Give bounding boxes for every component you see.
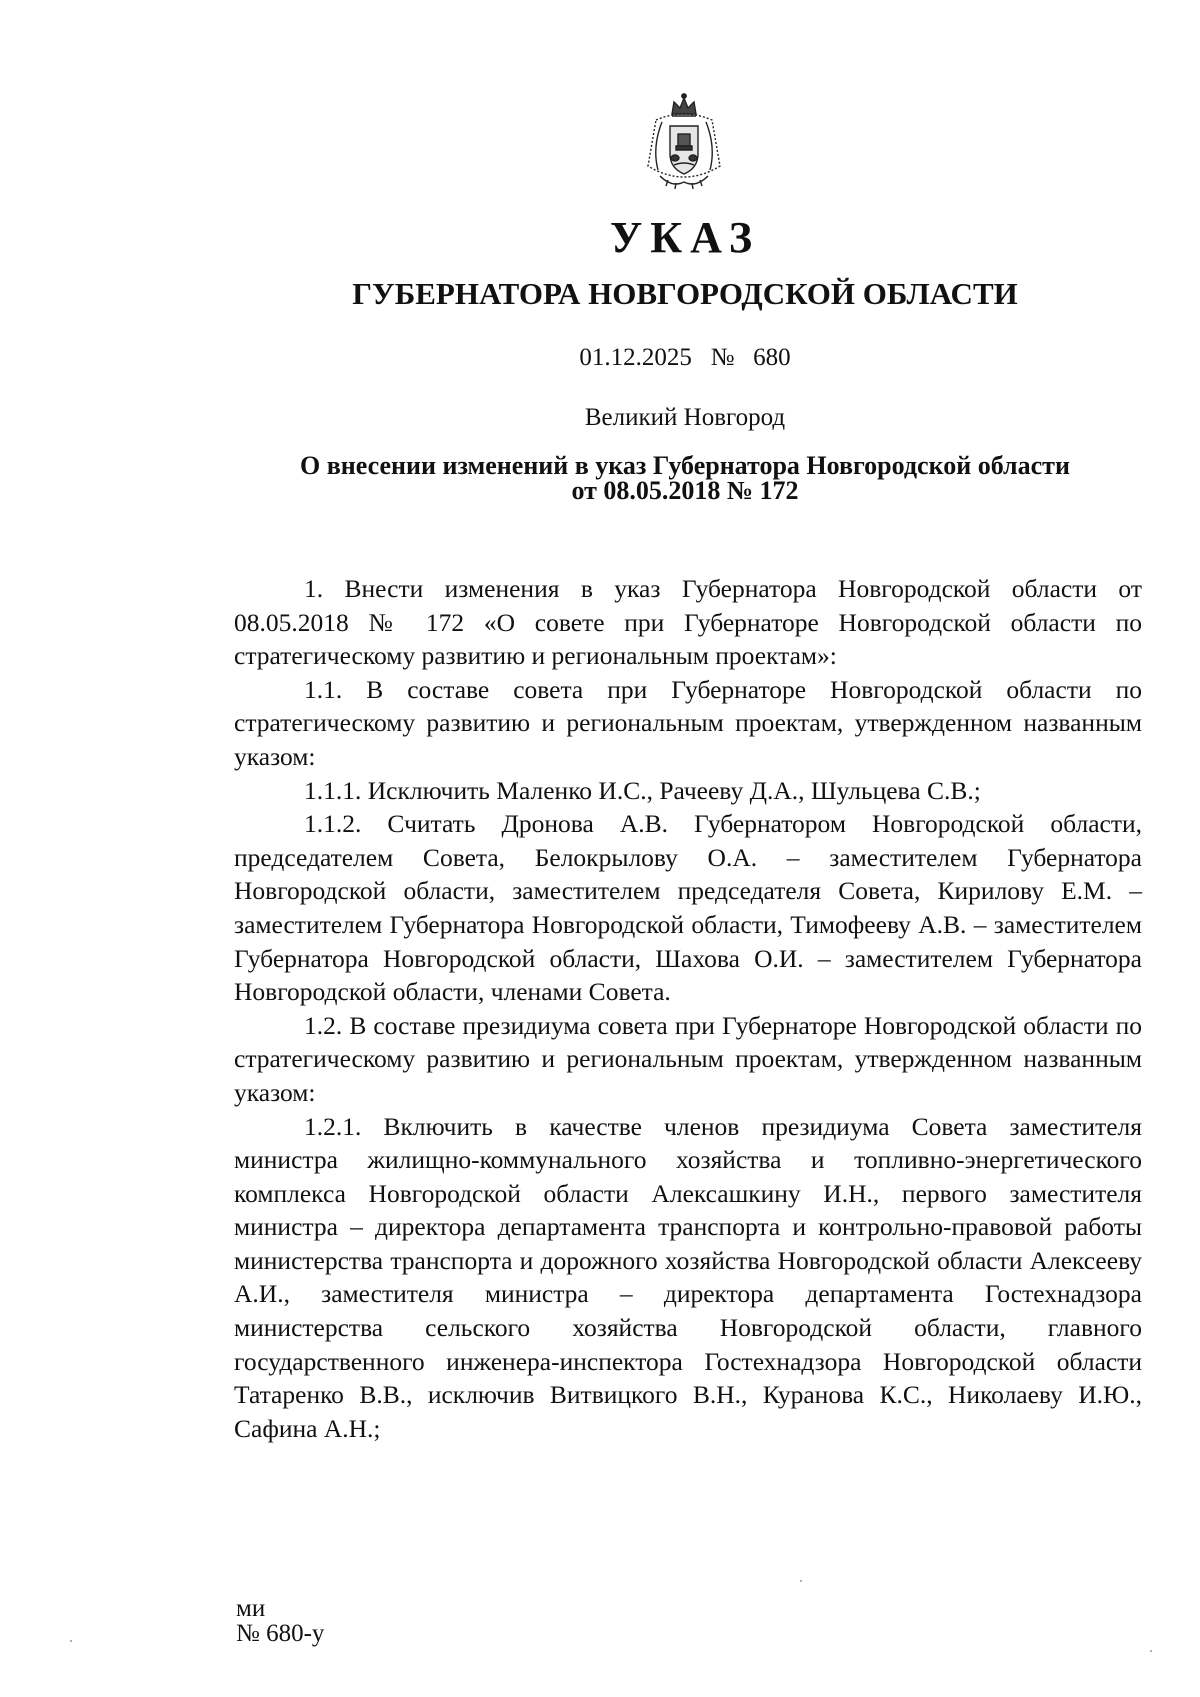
document-city: Великий Новгород	[584, 404, 786, 431]
document-footer	[236, 1596, 324, 1646]
scan-speck	[70, 1640, 72, 1642]
footer-initials: ми	[236, 1595, 266, 1622]
number-sign: №	[710, 344, 735, 371]
document-date-number	[0, 344, 1200, 372]
paragraph-1-1-1: 1.1.1. Исключить Маленко И.С., Рачееву Д.А., Шульцева С.В.;	[304, 775, 981, 805]
scan-speck	[1150, 1650, 1152, 1652]
document-date: 01.12.2025	[579, 344, 692, 371]
document-issuer: ГУБЕРНАТОРА НОВГОРОДСКОЙ ОБЛАСТИ	[352, 276, 1018, 311]
document-title: УКАЗ	[609, 213, 761, 262]
document-number: 680	[753, 344, 791, 371]
paragraph-1-1-2: 1.1.2. Считать Дронова А.В. Губернатором Новгородской области, председателем Совета, Белокрылову О.А. – заместителем Губернатора Новгородской области, заместителем председателя Совета, Кирилову Е.М. – заместителем Губернатора Новгородской области, Тимофееву А.В. – заместителем Губернатора Новгородской области, Шахова О.И. – заместителем Губернатора Новгородской области, членами Совета.	[234, 809, 1142, 1007]
paragraph-1: 1. Внести изменения в указ Губернатора Новгородской области от 08.05.2018 № 172 «О совете при Губернаторе Новгородской области по стратегическому развитию и региональным проектам»:	[234, 574, 1142, 671]
document-heading	[0, 453, 1200, 503]
paragraph-1-2-1: 1.2.1. Включить в качестве членов президиума Совета заместителя министра жилищно-коммунального хозяйства и топливно-энергетического комплекса Новгородской области Алексашкину И.Н., первого заместителя министра – директора департамента транспорта и контрольно-правовой работы министерства транспорта и дорожного хозяйства Новгородской области Алексееву А.И., заместителя министра – директора департамента Гостехнадзора министерства сельского хозяйства Новгородской области, главного государственного инженера-инспектора Гостехнадзора Новгородской области Татаренко В.В., исключив Витвицкого В.Н., Куранова К.С., Николаеву И.Ю., Сафина А.Н.;	[234, 1111, 1142, 1443]
paragraph-1-1: 1.1. В составе совета при Губернаторе Новгородской области по стратегическому развитию и региональным проектам, утвержденном названным указом:	[234, 674, 1142, 771]
scan-speck	[800, 1580, 802, 1582]
document-body	[234, 572, 1142, 1445]
heading-line-1: О внесении изменений в указ Губернатора Новгородской области	[300, 451, 1070, 480]
heading-line-2: от 08.05.2018 № 172	[571, 476, 799, 505]
footer-reference: № 680-у	[236, 1620, 325, 1647]
novgorod-coat-of-arms-icon	[638, 92, 730, 192]
paragraph-1-2: 1.2. В составе президиума совета при Губернаторе Новгородской области по стратегическому развитию и региональным проектам, утвержденном названным указом:	[234, 1010, 1142, 1107]
